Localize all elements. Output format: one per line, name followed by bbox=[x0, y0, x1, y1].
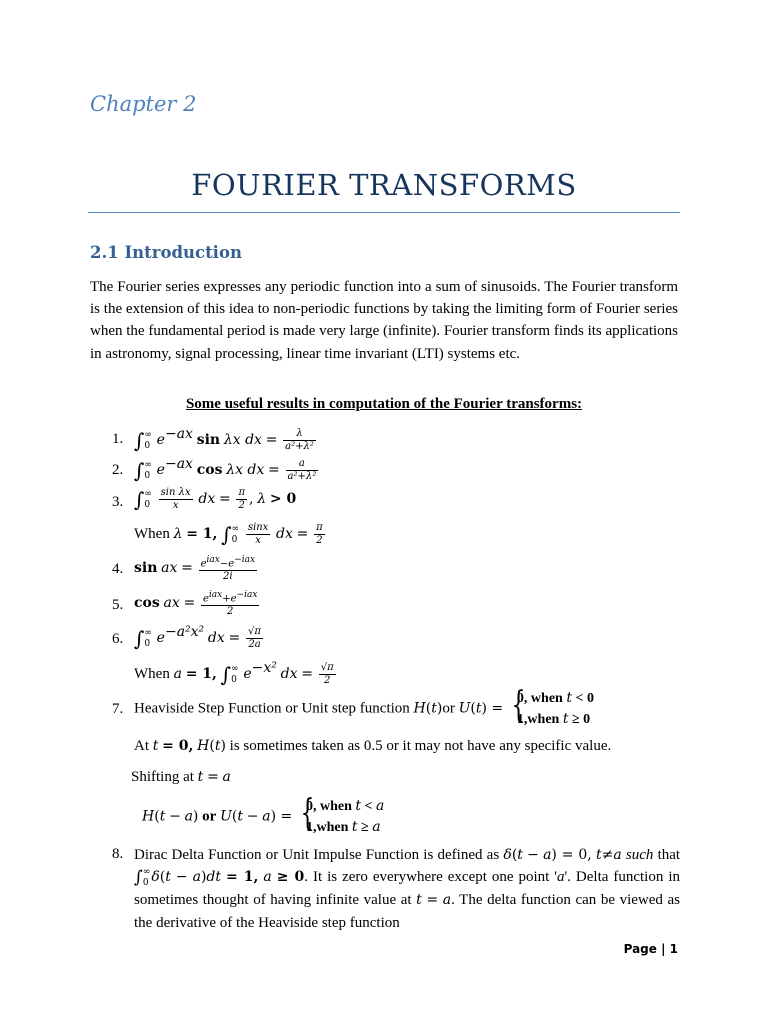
result-number: 8. bbox=[112, 846, 124, 862]
when-label: When bbox=[134, 666, 170, 682]
result-number: 5. bbox=[112, 597, 124, 613]
formula-6: ∫∞ 0 $e^{-a^2x^2}$ dx = $\frac{√\pi}{2a}$ bbox=[134, 624, 261, 651]
title-divider bbox=[88, 212, 680, 213]
formula-4: sin ax = $\frac{e^{iax}-e^{-iax}}{2i}$ bbox=[134, 555, 256, 583]
formula-6-special: When a = 1, ∫∞ 0 $e^{-x^2}$ dx = $\frac{√\pi}{2}$ bbox=[134, 660, 334, 687]
page-title: FOURIER TRANSFORMS bbox=[191, 168, 577, 202]
result-number: 4. bbox=[112, 561, 124, 577]
formula-7: Heaviside Step Function or Unit step function H(t)or U(t) = { 0, when t < 0 1,when t ≥ 0 bbox=[134, 685, 594, 727]
result-number: 7. bbox=[112, 701, 124, 717]
page-number: Page | 1 bbox=[623, 942, 678, 956]
result-number: 3. bbox=[112, 494, 124, 510]
formula-3-special: When λ = 1, ∫∞ 0 $\frac{\sin x}{x}$ dx = $\frac{\pi}{2}$ bbox=[134, 522, 323, 547]
or-word: or bbox=[442, 700, 455, 717]
result-number: 1. bbox=[112, 431, 124, 447]
formula-1: ∫∞ 0 $e^{-ax}$ sin λx dx = $\frac{\lambda}{\text{a²+λ²}}$ bbox=[134, 426, 314, 453]
formula-5: cos ax = $\frac{e^{iax}+e^{-iax}}{2}$ bbox=[134, 590, 258, 618]
formula-7-shifted: H(t − a) or U(t − a) = { 0, when t < a 1,when t ≥ a bbox=[142, 793, 385, 835]
result-number: 2. bbox=[112, 462, 124, 478]
results-subheading: Some useful results in computation of the Fourier transforms: bbox=[185, 396, 583, 412]
shifting-label: Shifting at t = a bbox=[131, 769, 231, 785]
heaviside-text: Heaviside Step Function or Unit step function bbox=[134, 700, 410, 717]
section-heading: 2.1 Introduction bbox=[90, 243, 242, 262]
formula-2: ∫∞ 0 $e^{-ax}$ cos λx dx = $\frac{a}{\text{a²+λ²}}$ bbox=[134, 456, 317, 483]
when-label: When bbox=[134, 525, 170, 542]
chapter-label: Chapter 2 bbox=[90, 92, 197, 116]
formula-3: ∫∞ 0 $\frac{\text{sin λx}}{x}$ dx = $\frac{\pi}{2}$ , λ > 0 bbox=[134, 487, 297, 512]
dirac-delta-paragraph: Dirac Delta Function or Unit Impulse Function is defined as δ(t − a) = 0, t≠a such that ∫∞ 0 δ(t − a)dt = 1, a ≥ 0. It is zero everywhere except one point 'a'. Delta function in sometimes thought of having infinite value at t = a. The delta function can be viewed as the derivative of the Heaviside step function bbox=[134, 847, 681, 931]
result-number: 6. bbox=[112, 631, 124, 647]
heaviside-note: At t = 0, H(t) is sometimes taken as 0.5 or it may not have any specific value. bbox=[134, 738, 612, 754]
intro-paragraph: The Fourier series expresses any periodic function into a sum of sinusoids. The Fourier transform is the extension of this idea to non-periodic functions by taking the limiting form of Fourier series when the fundamental period is made very large (infinite). Fourier transform finds its applications in astronomy, signal processing, linear time invariant (LTI) systems etc. bbox=[90, 279, 678, 362]
